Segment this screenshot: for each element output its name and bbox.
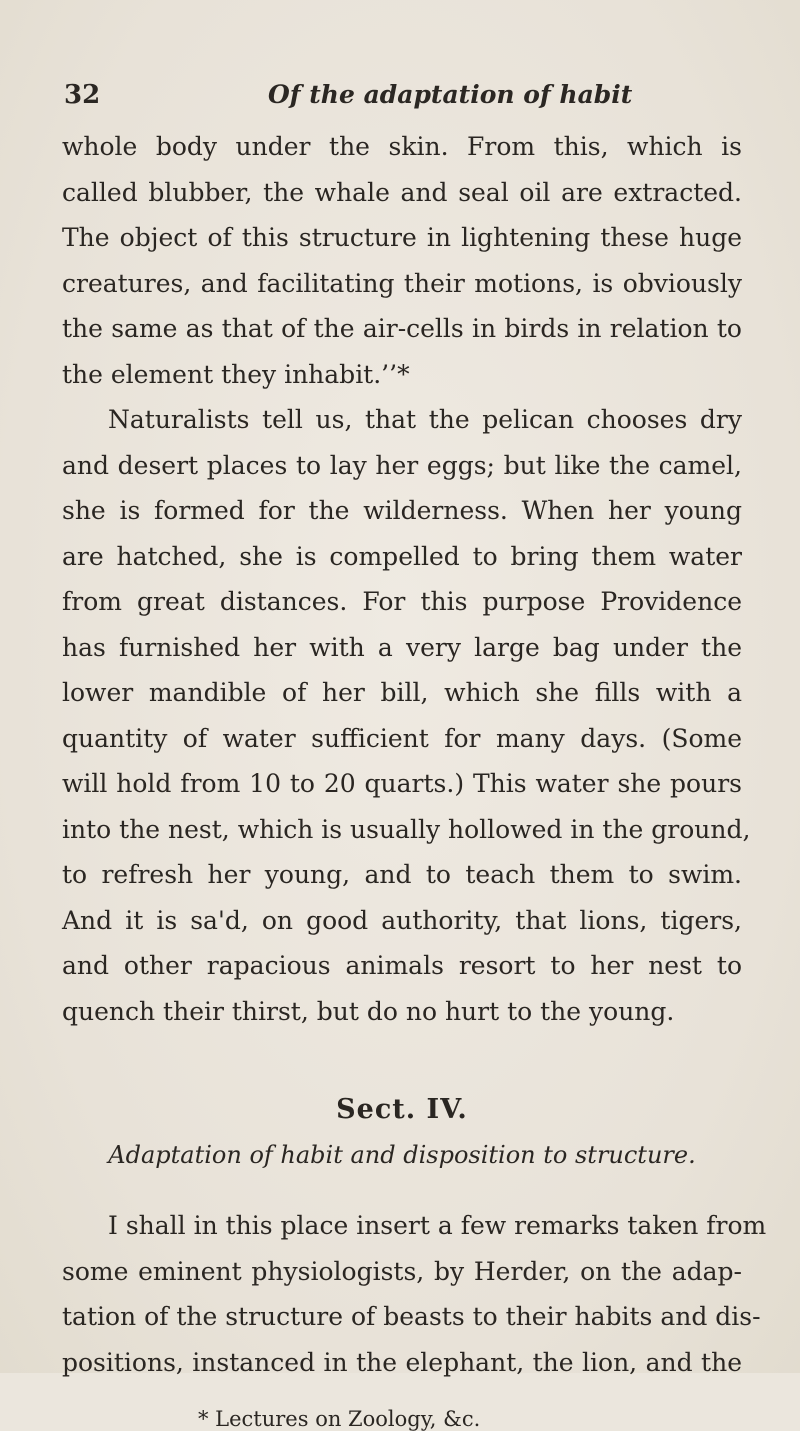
text-line: some eminent physiologists, by Herder, on the adap- <box>62 1256 742 1286</box>
text-line: are hatched, she is compelled to bring them water <box>62 541 742 571</box>
section-subtitle: Adaptation of habit and disposition to structure. <box>108 1141 696 1169</box>
text-line: and other rapacious animals resort to her nest to <box>62 951 742 980</box>
text-line: quantity of water sufficient for many days. (Some <box>62 723 742 753</box>
page-number: 32 <box>64 80 101 110</box>
footnote: * Lectures on Zoology, &c. <box>198 1407 481 1431</box>
paragraph-3 <box>62 1203 767 1385</box>
section-heading: Sect. IV. <box>336 1094 468 1125</box>
text-line: The object of this structure in lightening these huge <box>62 223 742 252</box>
paragraph-1 <box>62 124 742 397</box>
text-line: creatures, and facilitating their motions, is obviously <box>62 268 742 298</box>
text-line: I shall in this place insert a few remarks taken from <box>108 1211 767 1240</box>
text-line: has furnished her with a very large bag under the <box>62 632 742 662</box>
text-line: the same as that of the air-cells in birds in relation to <box>62 314 742 343</box>
text-line: lower mandible of her bill, which she fills with a <box>62 678 742 707</box>
text-line: whole body under the skin. From this, which is <box>62 132 742 161</box>
text-line: the element they inhabit.’’* <box>62 359 410 389</box>
paragraph-2 <box>62 397 751 1034</box>
text-line: and desert places to lay her eggs; but like the camel, <box>62 450 742 480</box>
running-head <box>62 80 742 124</box>
text-line: she is formed for the wilderness. When her young <box>62 496 742 525</box>
text-line: quench their thirst, but do no hurt to the young. <box>62 996 675 1026</box>
text-line: from great distances. For this purpose Providence <box>62 587 742 616</box>
text-line: And it is sa'd, on good authority, that lions, tigers, <box>62 905 742 935</box>
text-line: will hold from 10 to 20 quarts.) This water she pours <box>62 769 742 798</box>
text-line: Naturalists tell us, that the pelican chooses dry <box>108 405 742 434</box>
running-title: Of the adaptation of habit <box>268 80 633 109</box>
text-line: tation of the structure of beasts to their habits and dis- <box>62 1302 761 1331</box>
text-line: to refresh her young, and to teach them to swim. <box>62 860 742 889</box>
text-line: into the nest, which is usually hollowed in the ground, <box>62 814 751 844</box>
text-line: positions, instanced in the elephant, the lion, and the <box>62 1347 742 1377</box>
text-line: called blubber, the whale and seal oil are extracted. <box>62 177 742 207</box>
